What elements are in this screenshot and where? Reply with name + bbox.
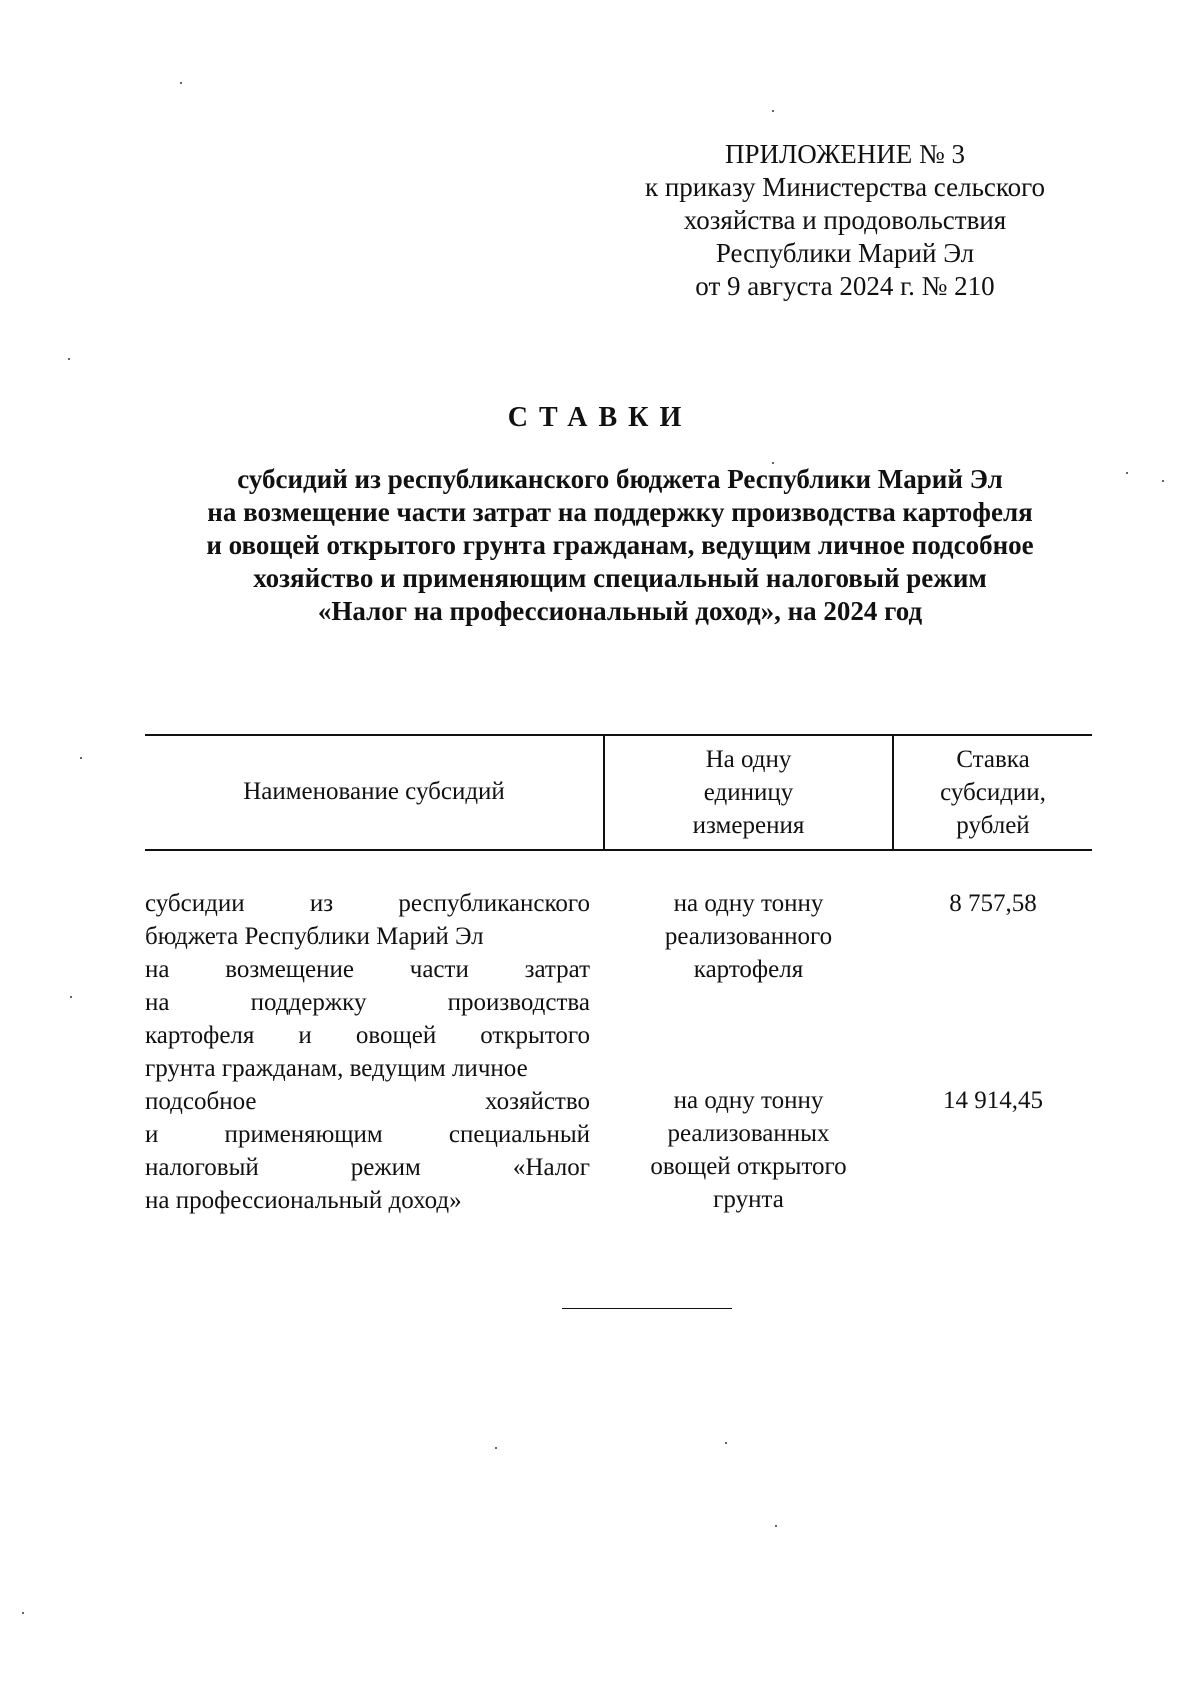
header-rate-line: субсидии, xyxy=(940,779,1046,806)
scan-speck xyxy=(772,110,774,112)
header-rate-line: Ставка xyxy=(956,746,1030,773)
document-subtitle xyxy=(150,463,1090,628)
header-unit xyxy=(605,743,892,842)
description-line: бюджета Республики Марий Эл xyxy=(145,923,484,950)
header-rate-line: рублей xyxy=(956,812,1030,839)
scan-speck xyxy=(772,462,774,464)
appendix-line: Республики Марий Эл xyxy=(715,238,975,268)
scan-speck xyxy=(68,358,70,360)
unit-line: на одну тонну xyxy=(673,1087,824,1114)
unit-line: реализованного xyxy=(664,923,833,950)
subsidy-description xyxy=(145,887,590,1217)
unit-line: на одну тонну xyxy=(673,890,824,917)
appendix-order-date: от 9 августа 2024 г. № 210 xyxy=(695,271,995,301)
description-line: налоговый режим «Налог xyxy=(145,1154,590,1181)
subtitle-line: на возмещение части затрат на поддержку производства картофеля xyxy=(207,497,1033,527)
scan-speck xyxy=(70,996,72,998)
header-unit-line: измерения xyxy=(692,812,805,839)
header-unit-line: На одну xyxy=(705,746,792,773)
scan-speck xyxy=(80,757,82,759)
subtitle-line: «Налог на профессиональный доход», на 2024 год xyxy=(317,596,923,626)
description-line: картофеля и овощей открытого xyxy=(145,1022,590,1049)
description-line: грунта гражданам, ведущим личное xyxy=(145,1055,528,1082)
description-line: субсидии из республиканского xyxy=(145,890,590,917)
description-line: на профессиональный доход» xyxy=(145,1187,462,1214)
scan-speck xyxy=(725,1442,727,1444)
header-rate xyxy=(894,743,1092,842)
description-line: подсобное хозяйство xyxy=(145,1088,590,1115)
unit-line: реализованных xyxy=(667,1120,830,1147)
table-header-rule xyxy=(145,849,1092,851)
scan-speck xyxy=(775,1525,777,1527)
scan-speck xyxy=(1162,480,1164,482)
unit-line: картофеля xyxy=(693,956,804,983)
subtitle-line: субсидий из республиканского бюджета Республики Марий Эл xyxy=(237,464,1003,494)
row-potato-rate: 8 757,58 xyxy=(949,890,1037,917)
description-line: на поддержку производства xyxy=(145,989,590,1016)
appendix-line: к приказу Министерства сельского xyxy=(644,172,1046,202)
subtitle-line: хозяйство и применяющим специальный налоговый режим xyxy=(253,563,987,593)
row-potato-unit xyxy=(605,887,892,986)
description-line: и применяющим специальный xyxy=(145,1121,590,1148)
table-top-rule xyxy=(145,734,1092,736)
subtitle-line: и овощей открытого грунта гражданам, ведущим личное подсобное xyxy=(206,530,1034,560)
scan-speck xyxy=(22,1612,24,1614)
scan-speck xyxy=(1126,472,1128,474)
header-unit-line: единицу xyxy=(703,779,794,806)
header-name: Наименование субсидий xyxy=(243,778,505,805)
appendix-block xyxy=(600,138,1090,303)
appendix-title: ПРИЛОЖЕНИЕ № 3 xyxy=(724,139,966,169)
unit-line: овощей открытого xyxy=(650,1153,847,1180)
row-vegetables-rate: 14 914,45 xyxy=(943,1087,1043,1114)
unit-line: грунта xyxy=(713,1186,784,1213)
document-title: СТАВКИ xyxy=(507,402,693,433)
description-line: на возмещение части затрат xyxy=(145,956,590,983)
closing-rule xyxy=(562,1308,732,1309)
row-vegetables-unit xyxy=(605,1084,892,1216)
appendix-line: хозяйства и продовольствия xyxy=(683,205,1007,235)
scan-speck xyxy=(495,1447,497,1449)
scan-speck xyxy=(180,82,182,84)
